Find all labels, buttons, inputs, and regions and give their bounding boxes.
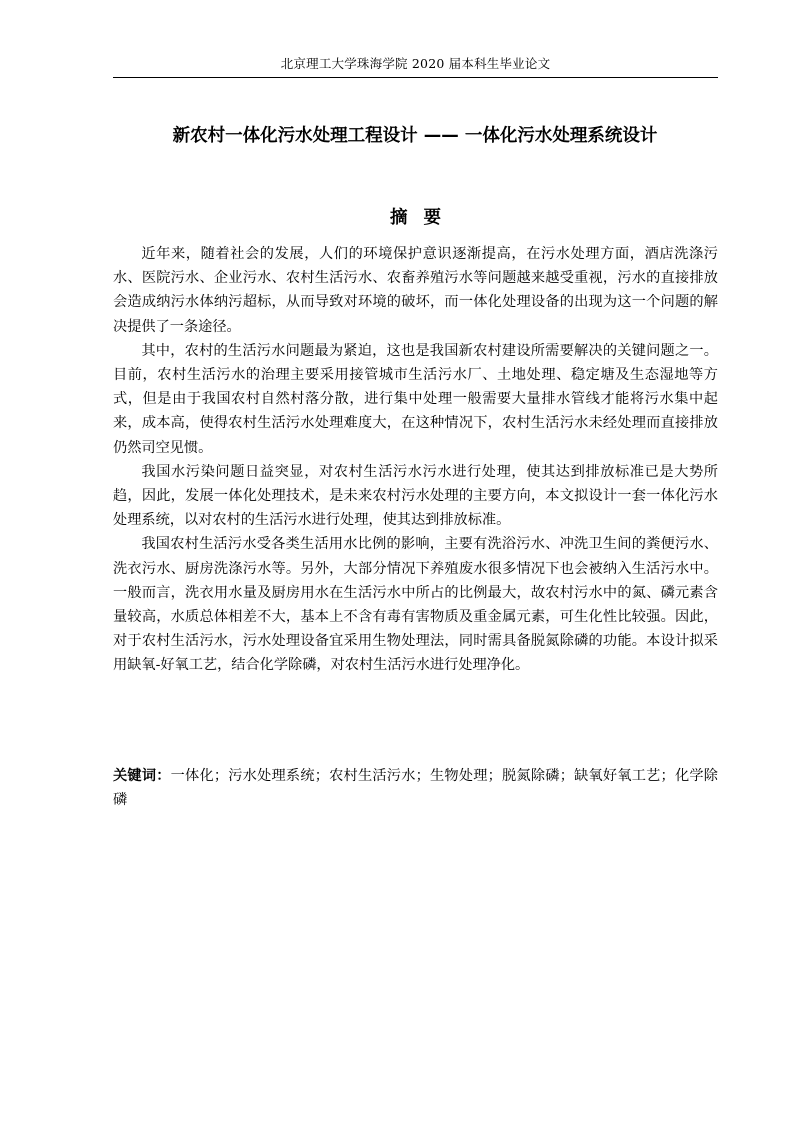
header-divider [113,77,718,78]
keywords-label: 关键词： [113,768,171,784]
keywords-text: 一体化；污水处理系统；农村生活污水；生物处理；脱氮除磷；缺氧好氧工艺；化学除磷 [113,768,718,809]
keywords [113,764,718,812]
running-header: 北京理工大学珠海学院 2020 届本科生毕业论文 [280,56,551,71]
abstract-paragraph: 我国水污染问题日益突显，对农村生活污水污水进行处理，使其达到排放标准已是大势所趋，因此，发展一体化处理技术，是未来农村污水处理的主要方向，本文拟设计一套一体化污水处理系统，以对农村的生活污水进行处理，使其达到排放标准。 [113,463,718,529]
abstract-heading: 摘要 [390,208,457,228]
abstract-paragraph: 近年来，随着社会的发展，人们的环境保护意识逐渐提高，在污水处理方面，酒店洗涤污水、医院污水、企业污水、农村生活污水、农畜养殖污水等问题越来越受重视，污水的直接排放会造成纳污水体纳污超标，从而导致对环境的破坏，而一体化处理设备的出现为这一个问题的解决提供了一条途径。 [113,246,718,335]
abstract-paragraph: 其中，农村的生活污水问题最为紧迫，这也是我国新农村建设所需要解决的关键问题之一。目前，农村生活污水的治理主要采用接管城市生活污水厂、土地处理、稳定塘及生态湿地等方式，但是由于我国农村自然村落分散，进行集中处理一般需要大量排水管线才能将污水集中起来，成本高，使得农村生活污水处理难度大，在这种情况下，农村生活污水未经处理而直接排放仍然司空见惯。 [113,342,718,456]
document-title: 新农村一体化污水处理工程设计 —— 一体化污水处理系统设计 [172,126,658,146]
abstract-body [113,242,718,678]
abstract-paragraph: 我国农村生活污水受各类生活用水比例的影响，主要有洗浴污水、冲洗卫生间的粪便污水、洗衣污水、厨房洗涤污水等。另外，大部分情况下养殖废水很多情况下也会被纳入生活污水中。一般而言，洗衣用水量及厨房用水在生活污水中所占的比例最大，故农村污水中的氮、磷元素含量较高，水质总体相差不大，基本上不含有毒有害物质及重金属元素，可生化性比较强。因此，对于农村生活污水，污水处理设备宜采用生物处理法，同时需具备脱氮除磷的功能。本设计拟采用缺氧-好氧工艺，结合化学除磷，对农村生活污水进行处理净化。 [113,536,718,674]
